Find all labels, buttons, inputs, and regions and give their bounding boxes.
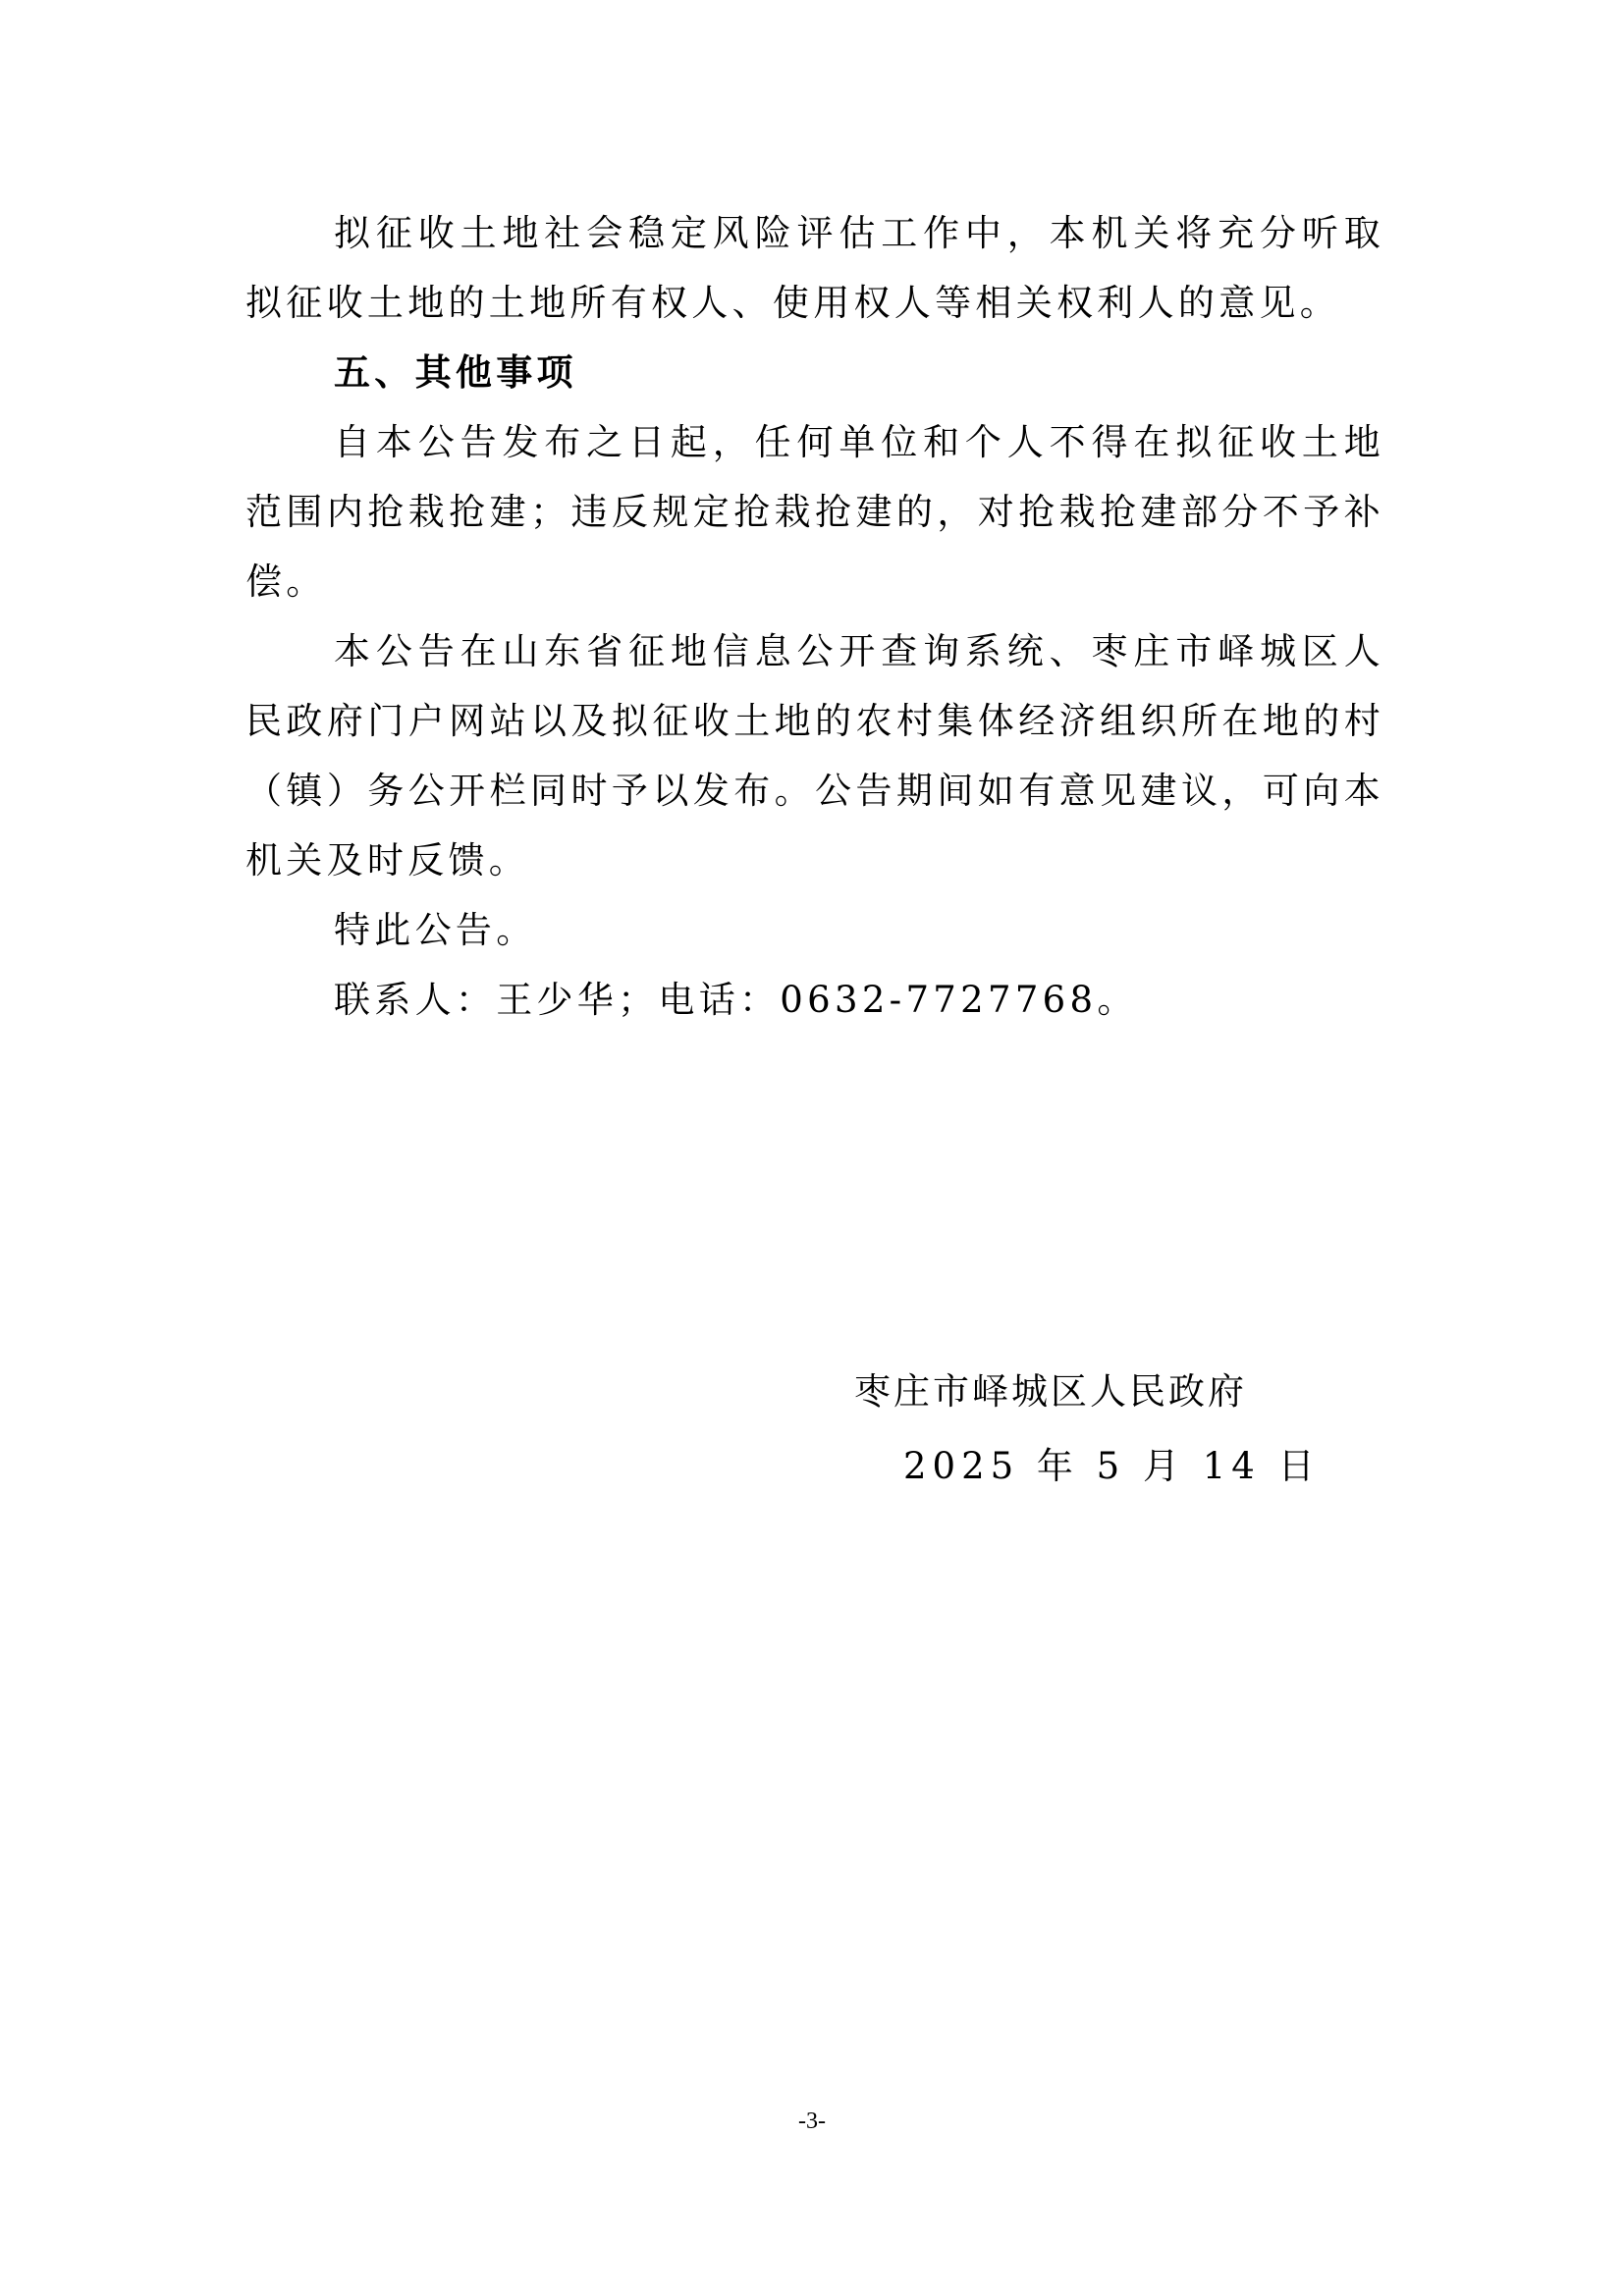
paragraph-publication-channels: 本公告在山东省征地信息公开查询系统、枣庄市峄城区人民政府门户网站以及拟征收土地的农村集体经济组织所在地的村（镇）务公开栏同时予以发布。公告期间如有意见建议，可向本机关及时反馈。 (245, 630, 1384, 881)
paragraph-contact-info: 联系人：王少华；电话：0632-7727768。 (334, 979, 1138, 1021)
document-body (245, 198, 1384, 1035)
section-heading-other-matters: 五、其他事项 (334, 351, 577, 394)
signature-organization: 枣庄市峄城区人民政府 (854, 1370, 1247, 1413)
signature-block (854, 1355, 1404, 1504)
paragraph-risk-assessment: 拟征收土地社会稳定风险评估工作中，本机关将充分听取拟征收土地的土地所有权人、使用权人等相关权利人的意见。 (245, 212, 1384, 324)
signature-date: 2025 年 5 月 14 日 (903, 1445, 1321, 1487)
paragraph-no-rush-planting: 自本公告发布之日起，任何单位和个人不得在拟征收土地范围内抢栽抢建；违反规定抢栽抢建的，对抢栽抢建部分不予补偿。 (245, 421, 1384, 603)
paragraph-hereby-announce: 特此公告。 (334, 909, 537, 951)
page-number: -3- (798, 2109, 826, 2134)
